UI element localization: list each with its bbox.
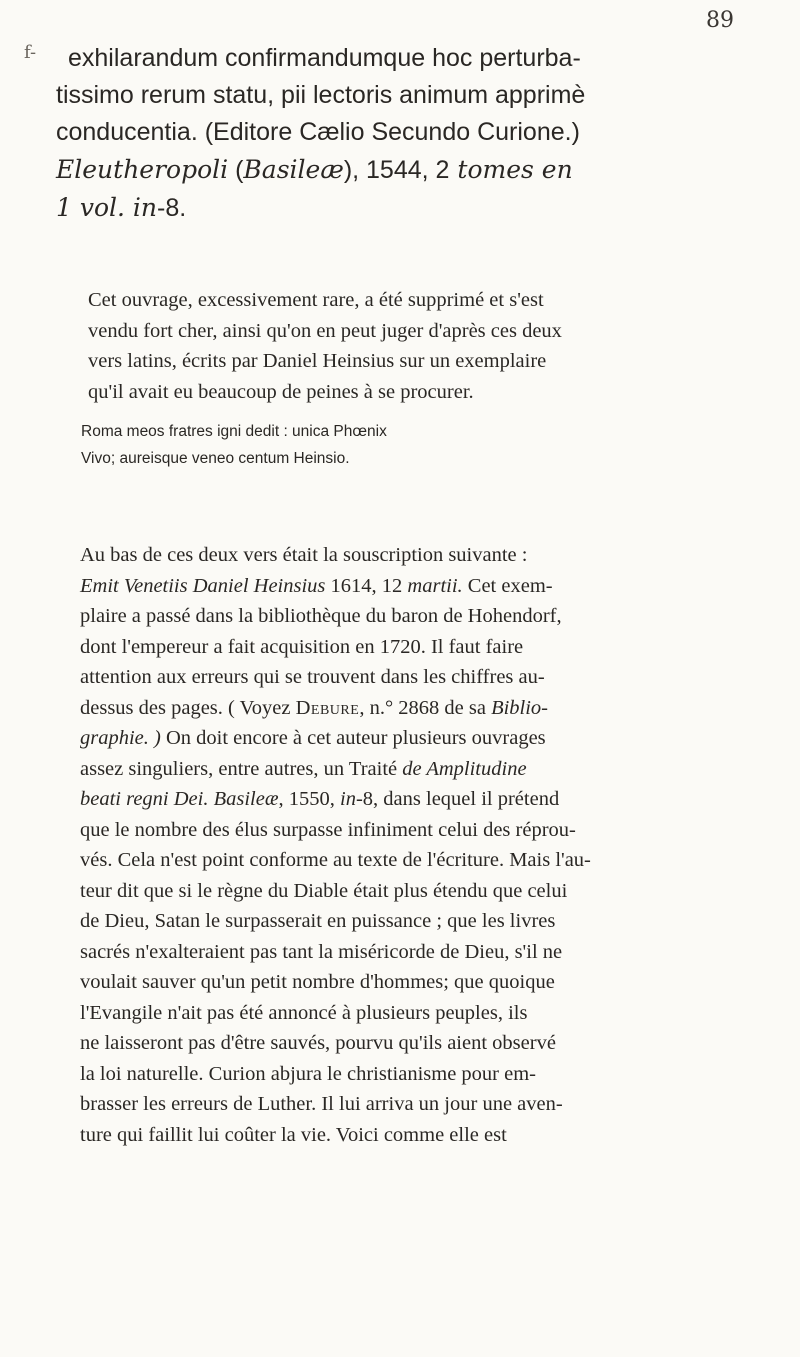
treatise-title: de Amplitudine <box>402 757 527 780</box>
intro-line-1: exhilarandum confirmandumque hoc perturba- <box>68 44 581 72</box>
p2-line <box>56 754 762 785</box>
p2-text: assez singuliers, entre autres, un Traité <box>80 757 403 780</box>
p2-text: , n.° 2868 de sa <box>359 696 492 719</box>
format-in: in <box>340 788 356 810</box>
intro-line-5 <box>56 189 761 227</box>
p2-line: de Dieu, Satan le surpasserait en puissance ; que les livres <box>80 910 556 932</box>
p2-text: Cet exem- <box>462 574 553 597</box>
p2-text: On doit encore à cet auteur plusieurs ouvrages <box>160 727 546 749</box>
margin-mark: f- <box>24 42 37 63</box>
imprint-tomes: tomes en <box>449 155 573 184</box>
treatise-title: beati regni Dei. Basileæ <box>80 788 279 810</box>
p2-text: -8, dans lequel il prétend <box>355 788 560 810</box>
p2-line: la loi naturelle. Curion abjura le christianisme pour em- <box>80 1062 536 1085</box>
latin-verse <box>81 418 761 472</box>
p2-line: dont l'empereur a fait acquisition en 1720. Il faut faire <box>80 635 524 658</box>
p2-line <box>56 723 762 754</box>
intro-line-2: tissimo rerum statu, pii lectoris animum apprimè <box>56 81 586 109</box>
intro-line-4 <box>56 151 761 189</box>
p2-line <box>56 571 762 602</box>
p2-line: sacrés n'exalteraient pas tant la miséricorde de Dieu, s'il ne <box>80 940 563 963</box>
p1-line: vendu fort cher, ainsi qu'on en peut juger d'après ces deux <box>88 319 562 342</box>
p2-line: vés. Cela n'est point conforme au texte de l'écriture. Mais l'au- <box>80 849 591 871</box>
subscription-text: Emit Venetiis Daniel Heinsius <box>80 574 326 597</box>
p2-text: , 1550, <box>278 788 341 810</box>
paren-open: ( <box>228 156 244 184</box>
paragraph-1 <box>56 285 762 407</box>
imprint-place: Eleutheropoli <box>56 155 229 184</box>
title-continuation <box>56 40 761 227</box>
p1-line: Cet ouvrage, excessivement rare, a été supprimé et s'est <box>88 289 544 311</box>
p2-line: teur dit que si le règne du Diable était plus étendu que celui <box>80 879 568 902</box>
p1-line: qu'il avait eu beaucoup de peines à se procurer. <box>88 380 474 403</box>
paren-close: ), <box>343 156 367 184</box>
p2-line: ne laisseront pas d'être sauvés, pourvu qu'ils aient observé <box>80 1032 556 1054</box>
page-number: 89 <box>706 8 734 33</box>
imprint-format: -8. <box>157 194 187 222</box>
p2-line: attention aux erreurs qui se trouvent dans les chiffres au- <box>80 666 545 688</box>
subscription-date: 1614, 12 <box>325 574 408 597</box>
work-title: Biblio- <box>491 696 548 719</box>
verse-line-2: Vivo; aureisque veneo centum Heinsio. <box>81 450 350 467</box>
p2-line: l'Evangile n'ait pas été annoncé à plusieurs peuples, ils <box>80 1001 528 1024</box>
work-title: graphie. ) <box>80 727 161 749</box>
imprint-city: Basileæ <box>243 155 344 184</box>
subscription-month: martii. <box>407 574 463 597</box>
verse-line-1: Roma meos fratres igni dedit : unica Phœnix <box>81 423 387 440</box>
p2-line: brasser les erreurs de Luther. Il lui arriva un jour une aven- <box>80 1093 563 1115</box>
p2-line <box>56 693 762 724</box>
p2-text: dessus des pages. ( Voyez <box>80 696 296 719</box>
p2-line: Au bas de ces deux vers était la souscription suivante : <box>80 544 528 566</box>
intro-line-3: conducentia. (Editore Cælio Secundo Curione.) <box>56 118 580 146</box>
paragraph-2 <box>56 540 762 1150</box>
p1-line: vers latins, écrits par Daniel Heinsius sur un exemplaire <box>88 350 547 372</box>
p2-line: que le nombre des élus surpasse infiniment celui des réprou- <box>80 818 576 841</box>
p2-line: voulait sauver qu'un petit nombre d'hommes; que quoique <box>80 971 555 993</box>
author-debure: Debure <box>295 696 360 719</box>
imprint-year: 1544, 2 <box>366 156 450 184</box>
imprint-volume: 1 vol. in <box>56 193 158 222</box>
p2-line: plaire a passé dans la bibliothèque du baron de Hohendorf, <box>80 605 562 627</box>
p2-line: ture qui faillit lui coûter la vie. Voici comme elle est <box>80 1123 507 1146</box>
p2-line <box>56 784 762 815</box>
